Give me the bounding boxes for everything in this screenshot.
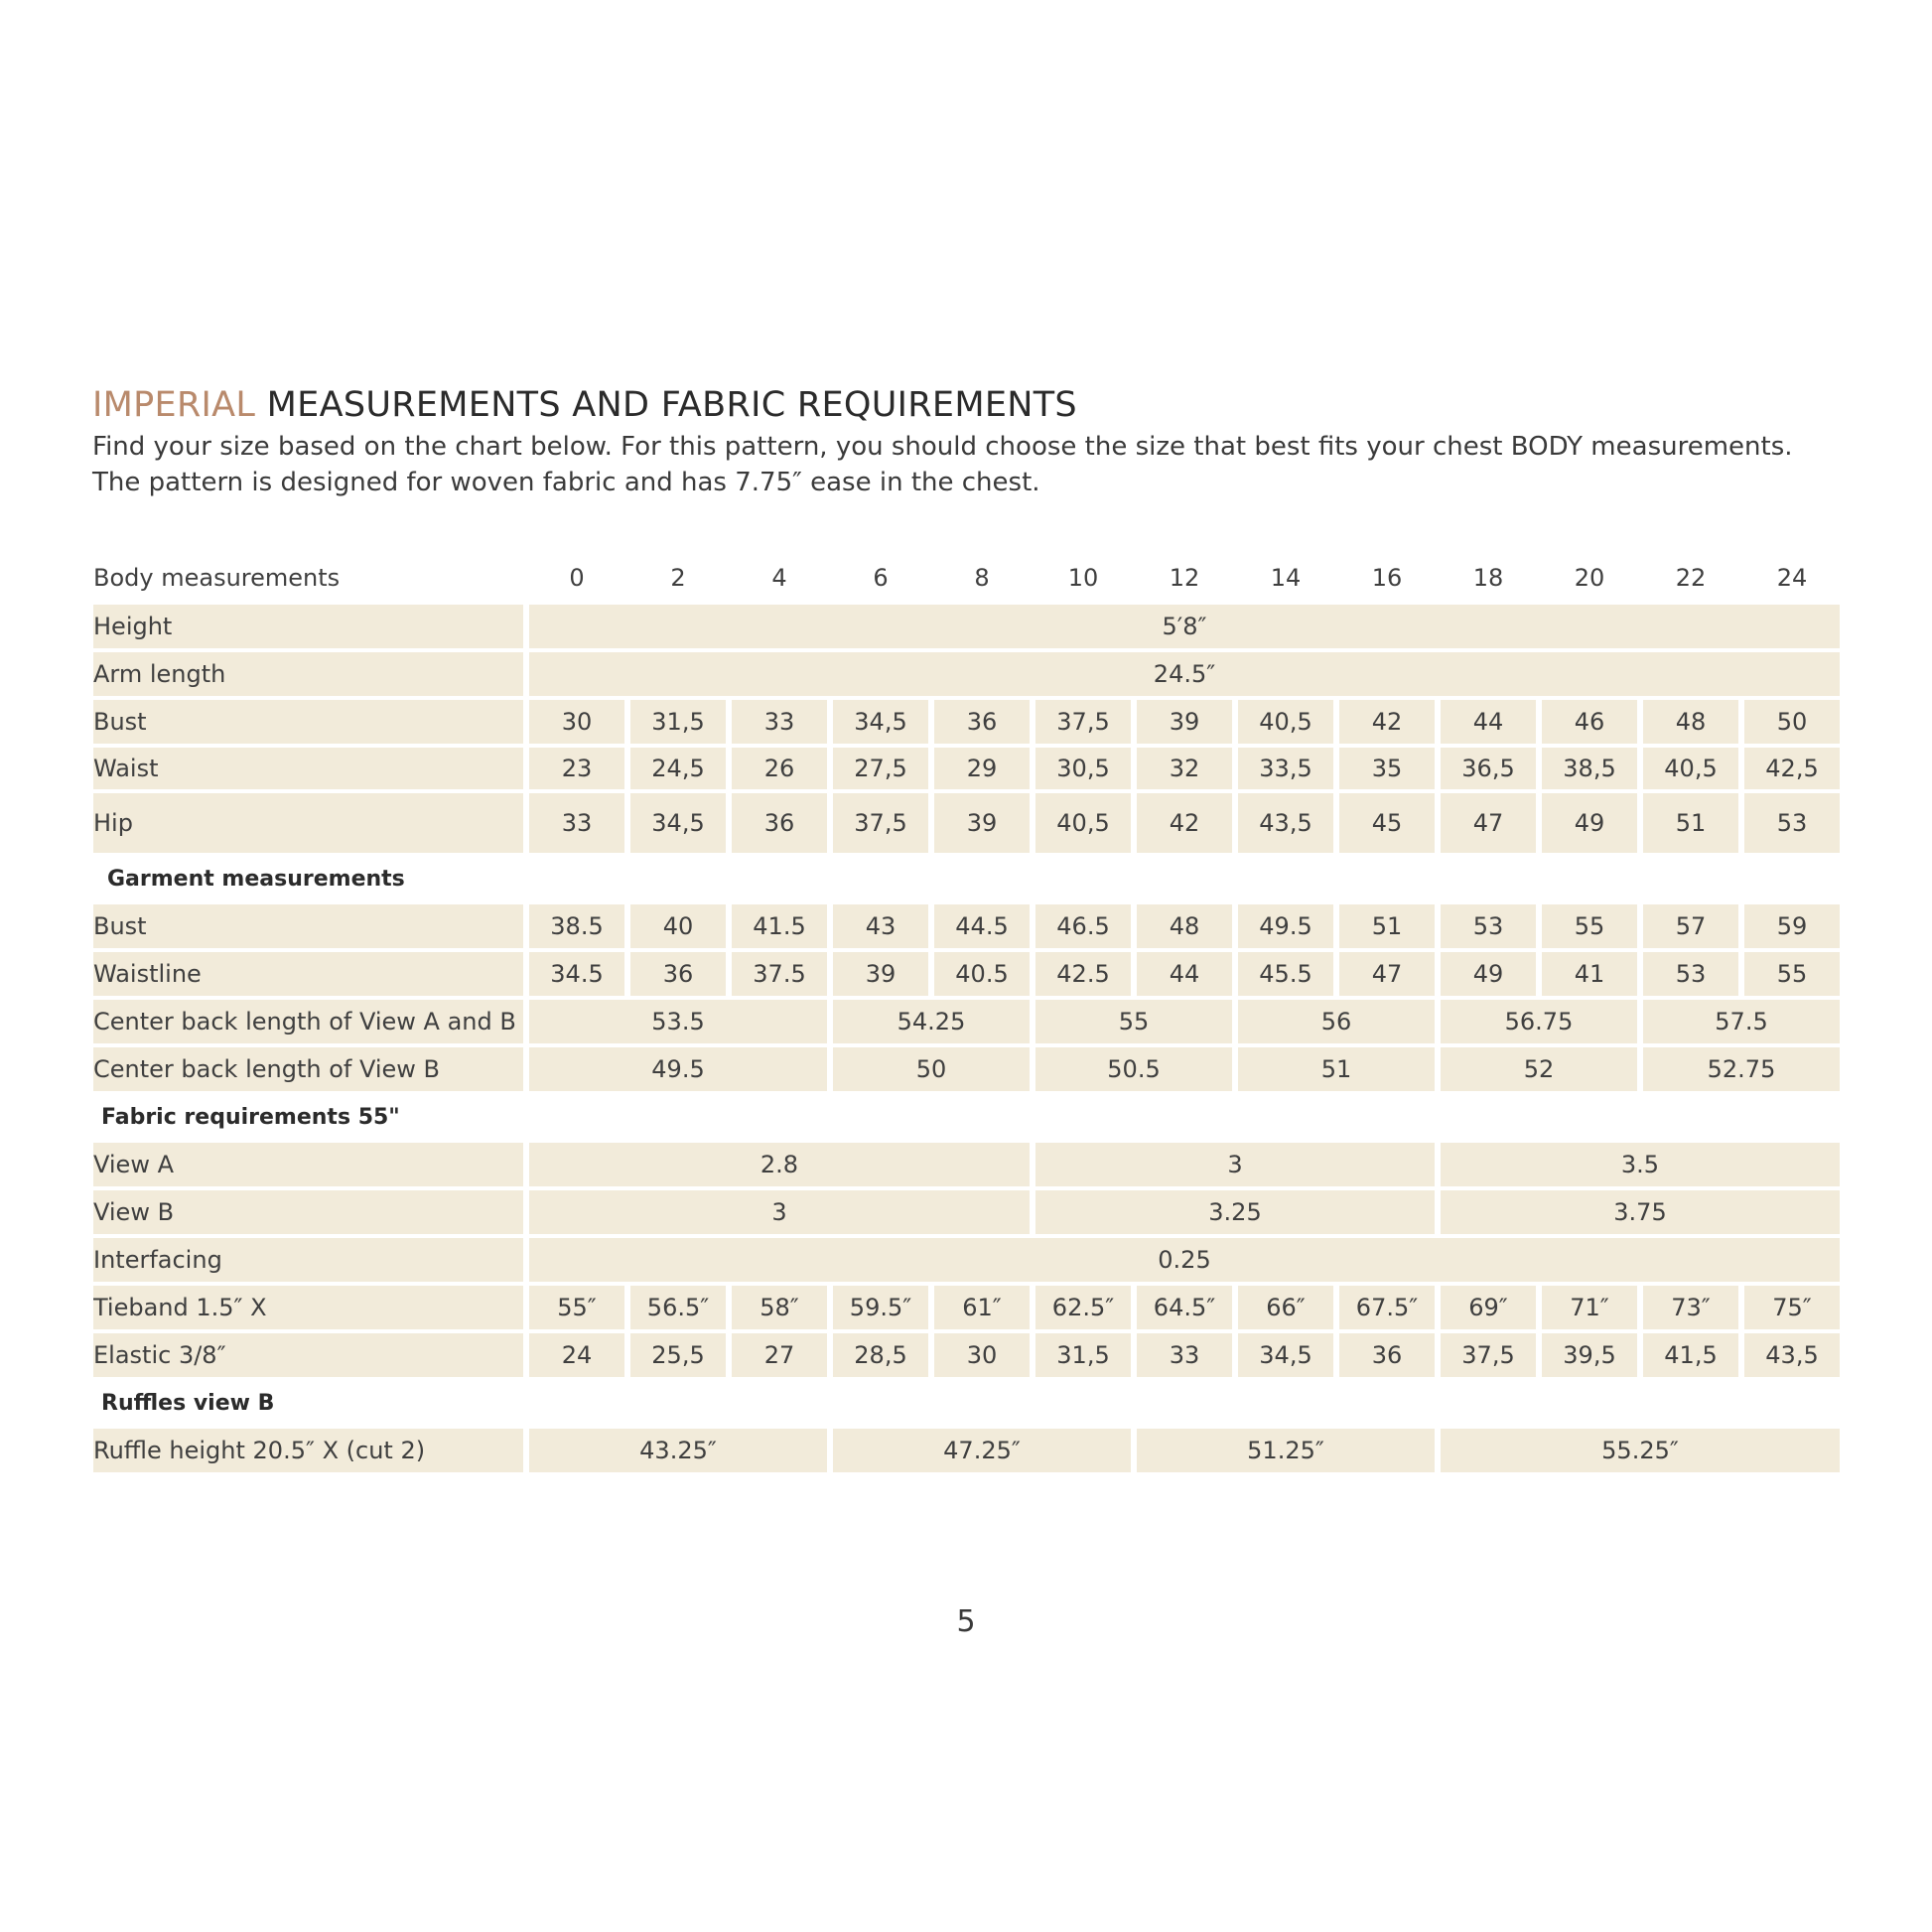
- size-header: 20: [1574, 564, 1605, 592]
- height-value: 5′8″: [529, 605, 1840, 648]
- table-cell: 49: [1441, 952, 1536, 996]
- table-cell: 42: [1137, 793, 1232, 853]
- intro-text: [92, 429, 1793, 500]
- table-cell: 43: [833, 904, 928, 948]
- table-cell: 34,5: [1238, 1333, 1333, 1377]
- fabric-section-row: [93, 1095, 1840, 1139]
- table-cell: 37,5: [1441, 1333, 1536, 1377]
- table-cell: 40.5: [934, 952, 1030, 996]
- interfacing-row: [93, 1238, 1840, 1282]
- table-cell: 47.25″: [833, 1429, 1131, 1472]
- table-cell: 36: [732, 793, 827, 853]
- intro-line-2: The pattern is designed for woven fabric and has 7.75″ ease in the chest.: [92, 468, 1040, 497]
- table-cell: 33,5: [1238, 748, 1333, 789]
- table-cell: 48: [1137, 904, 1232, 948]
- row-label: View A: [93, 1143, 523, 1186]
- table-cell: 56: [1238, 1000, 1435, 1043]
- view-a-row: [93, 1143, 1840, 1186]
- row-label: Tieband 1.5″ X: [93, 1286, 523, 1329]
- intro-line-1: Find your size based on the chart below. For this pattern, you should choose the size that best fits your chest BODY measurements.: [92, 432, 1793, 462]
- table-cell: 71″: [1542, 1286, 1637, 1329]
- center-back-length-b-row: [93, 1047, 1840, 1091]
- table-cell: 49.5: [529, 1047, 827, 1091]
- table-cell: 39,5: [1542, 1333, 1637, 1377]
- table-cell: 52.75: [1643, 1047, 1840, 1091]
- table-cell: 28,5: [833, 1333, 928, 1377]
- table-cell: 31,5: [1035, 1333, 1131, 1377]
- table-cell: 45.5: [1238, 952, 1333, 996]
- table-cell: 44: [1441, 700, 1536, 744]
- table-cell: 23: [529, 748, 624, 789]
- table-cell: 32: [1137, 748, 1232, 789]
- table-cell: 51: [1238, 1047, 1435, 1091]
- table-cell: 51: [1643, 793, 1738, 853]
- row-label: Center back length of View A and B: [93, 1000, 523, 1043]
- table-cell: 34,5: [833, 700, 928, 744]
- arm-length-value: 24.5″: [529, 652, 1840, 696]
- table-cell: 3.25: [1035, 1190, 1435, 1234]
- table-cell: 39: [934, 793, 1030, 853]
- table-cell: 47: [1441, 793, 1536, 853]
- table-cell: 39: [833, 952, 928, 996]
- view-b-row: [93, 1190, 1840, 1234]
- row-label: Waistline: [93, 952, 523, 996]
- row-label: View B: [93, 1190, 523, 1234]
- table-cell: 50: [1744, 700, 1840, 744]
- row-label: Arm length: [93, 652, 523, 696]
- table-cell: 30: [529, 700, 624, 744]
- row-label: Hip: [93, 793, 523, 853]
- garment-waistline-row: [93, 952, 1840, 996]
- table-cell: 31,5: [630, 700, 726, 744]
- row-label: Elastic 3/8″: [93, 1333, 523, 1377]
- table-cell: 41: [1542, 952, 1637, 996]
- size-header: 2: [670, 564, 686, 592]
- table-cell: 61″: [934, 1286, 1030, 1329]
- table-cell: 69″: [1441, 1286, 1536, 1329]
- page-title: [92, 385, 1077, 425]
- table-cell: 45: [1339, 793, 1435, 853]
- table-cell: 27,5: [833, 748, 928, 789]
- table-cell: 73″: [1643, 1286, 1738, 1329]
- row-label: Waist: [93, 748, 523, 789]
- table-cell: 37,5: [833, 793, 928, 853]
- title-accent: IMPERIAL: [92, 385, 256, 425]
- height-row: [93, 605, 1840, 648]
- table-cell: 75″: [1744, 1286, 1840, 1329]
- row-label: Ruffle height 20.5″ X (cut 2): [93, 1429, 523, 1472]
- table-cell: 50.5: [1035, 1047, 1232, 1091]
- table-cell: 67.5″: [1339, 1286, 1435, 1329]
- table-cell: 49: [1542, 793, 1637, 853]
- table-cell: 47: [1339, 952, 1435, 996]
- table-cell: 39: [1137, 700, 1232, 744]
- table-cell: 62.5″: [1035, 1286, 1131, 1329]
- row-label: Interfacing: [93, 1238, 523, 1282]
- table-cell: 48: [1643, 700, 1738, 744]
- table-cell: 53: [1744, 793, 1840, 853]
- table-cell: 27: [732, 1333, 827, 1377]
- table-cell: 53: [1643, 952, 1738, 996]
- arm-length-row: [93, 652, 1840, 696]
- page-number: 5: [956, 1604, 976, 1639]
- table-cell: 66″: [1238, 1286, 1333, 1329]
- table-cell: 40,5: [1035, 793, 1131, 853]
- table-cell: 40: [630, 904, 726, 948]
- table-cell: 50: [833, 1047, 1030, 1091]
- table-cell: 43.25″: [529, 1429, 827, 1472]
- size-header: 18: [1472, 564, 1504, 592]
- table-cell: 58″: [732, 1286, 827, 1329]
- table-cell: 33: [529, 793, 624, 853]
- section-heading: Ruffles view B: [101, 1390, 275, 1416]
- table-cell: 3.5: [1441, 1143, 1840, 1186]
- table-cell: 0.25: [529, 1238, 1840, 1282]
- table-cell: 44.5: [934, 904, 1030, 948]
- table-cell: 36: [934, 700, 1030, 744]
- table-cell: 43,5: [1744, 1333, 1840, 1377]
- ruffle-height-row: [93, 1429, 1840, 1472]
- size-header: 10: [1067, 564, 1099, 592]
- table-cell: 24: [529, 1333, 624, 1377]
- table-cell: 37,5: [1035, 700, 1131, 744]
- table-cell: 56.5″: [630, 1286, 726, 1329]
- table-cell: 40,5: [1238, 700, 1333, 744]
- table-cell: 43,5: [1238, 793, 1333, 853]
- size-header: 8: [974, 564, 990, 592]
- garment-bust-row: [93, 904, 1840, 948]
- table-cell: 64.5″: [1137, 1286, 1232, 1329]
- table-cell: 30,5: [1035, 748, 1131, 789]
- table-cell: 36: [630, 952, 726, 996]
- table-cell: 38,5: [1542, 748, 1637, 789]
- table-cell: 41.5: [732, 904, 827, 948]
- table-cell: 30: [934, 1333, 1030, 1377]
- table-cell: 57.5: [1643, 1000, 1840, 1043]
- body-hip-row: [93, 793, 1840, 853]
- header-row: [93, 555, 1840, 601]
- table-cell: 24,5: [630, 748, 726, 789]
- table-cell: 36: [1339, 1333, 1435, 1377]
- table-cell: 59: [1744, 904, 1840, 948]
- size-header: 24: [1776, 564, 1808, 592]
- table-cell: 55: [1542, 904, 1637, 948]
- garment-section-row: [93, 857, 1840, 900]
- table-cell: 3.75: [1441, 1190, 1840, 1234]
- table-cell: 33: [732, 700, 827, 744]
- table-cell: 49.5: [1238, 904, 1333, 948]
- table-cell: 35: [1339, 748, 1435, 789]
- table-cell: 54.25: [833, 1000, 1030, 1043]
- size-header: 6: [873, 564, 889, 592]
- table-cell: 36,5: [1441, 748, 1536, 789]
- size-header: 22: [1675, 564, 1707, 592]
- row-label: Center back length of View B: [93, 1047, 523, 1091]
- table-cell: 29: [934, 748, 1030, 789]
- header-label: Body measurements: [93, 564, 341, 592]
- table-cell: 53: [1441, 904, 1536, 948]
- row-label: Height: [93, 605, 523, 648]
- table-cell: 46: [1542, 700, 1637, 744]
- table-cell: 51.25″: [1137, 1429, 1435, 1472]
- size-chart-table: [87, 551, 1846, 1476]
- table-cell: 52: [1441, 1047, 1637, 1091]
- table-cell: 2.8: [529, 1143, 1030, 1186]
- table-cell: 44: [1137, 952, 1232, 996]
- elastic-row: [93, 1333, 1840, 1377]
- table-cell: 33: [1137, 1333, 1232, 1377]
- table-cell: 55″: [529, 1286, 624, 1329]
- ruffles-section-row: [93, 1381, 1840, 1425]
- table-cell: 42: [1339, 700, 1435, 744]
- size-header: 12: [1169, 564, 1200, 592]
- size-header: 4: [771, 564, 787, 592]
- table-cell: 56.75: [1441, 1000, 1637, 1043]
- table-cell: 26: [732, 748, 827, 789]
- table-cell: 59.5″: [833, 1286, 928, 1329]
- table-cell: 42,5: [1744, 748, 1840, 789]
- table-cell: 3: [1035, 1143, 1435, 1186]
- table-cell: 55: [1744, 952, 1840, 996]
- table-cell: 38.5: [529, 904, 624, 948]
- center-back-length-ab-row: [93, 1000, 1840, 1043]
- table-cell: 34,5: [630, 793, 726, 853]
- table-cell: 46.5: [1035, 904, 1131, 948]
- table-cell: 55.25″: [1441, 1429, 1840, 1472]
- table-cell: 55: [1035, 1000, 1232, 1043]
- size-header: 0: [569, 564, 585, 592]
- section-heading: Fabric requirements 55": [101, 1104, 400, 1130]
- tieband-row: [93, 1286, 1840, 1329]
- body-waist-row: [93, 748, 1840, 789]
- table-cell: 51: [1339, 904, 1435, 948]
- table-cell: 42.5: [1035, 952, 1131, 996]
- table-cell: 37.5: [732, 952, 827, 996]
- size-header: 14: [1270, 564, 1302, 592]
- table-cell: 40,5: [1643, 748, 1738, 789]
- table-cell: 57: [1643, 904, 1738, 948]
- table-cell: 3: [529, 1190, 1030, 1234]
- table-cell: 25,5: [630, 1333, 726, 1377]
- size-header: 16: [1371, 564, 1403, 592]
- table-cell: 34.5: [529, 952, 624, 996]
- table-cell: 53.5: [529, 1000, 827, 1043]
- table-cell: 41,5: [1643, 1333, 1738, 1377]
- body-bust-row: [93, 700, 1840, 744]
- row-label: Bust: [93, 904, 523, 948]
- title-rest: MEASUREMENTS AND FABRIC REQUIREMENTS: [255, 385, 1077, 425]
- row-label: Bust: [93, 700, 523, 744]
- section-heading: Garment measurements: [107, 866, 405, 892]
